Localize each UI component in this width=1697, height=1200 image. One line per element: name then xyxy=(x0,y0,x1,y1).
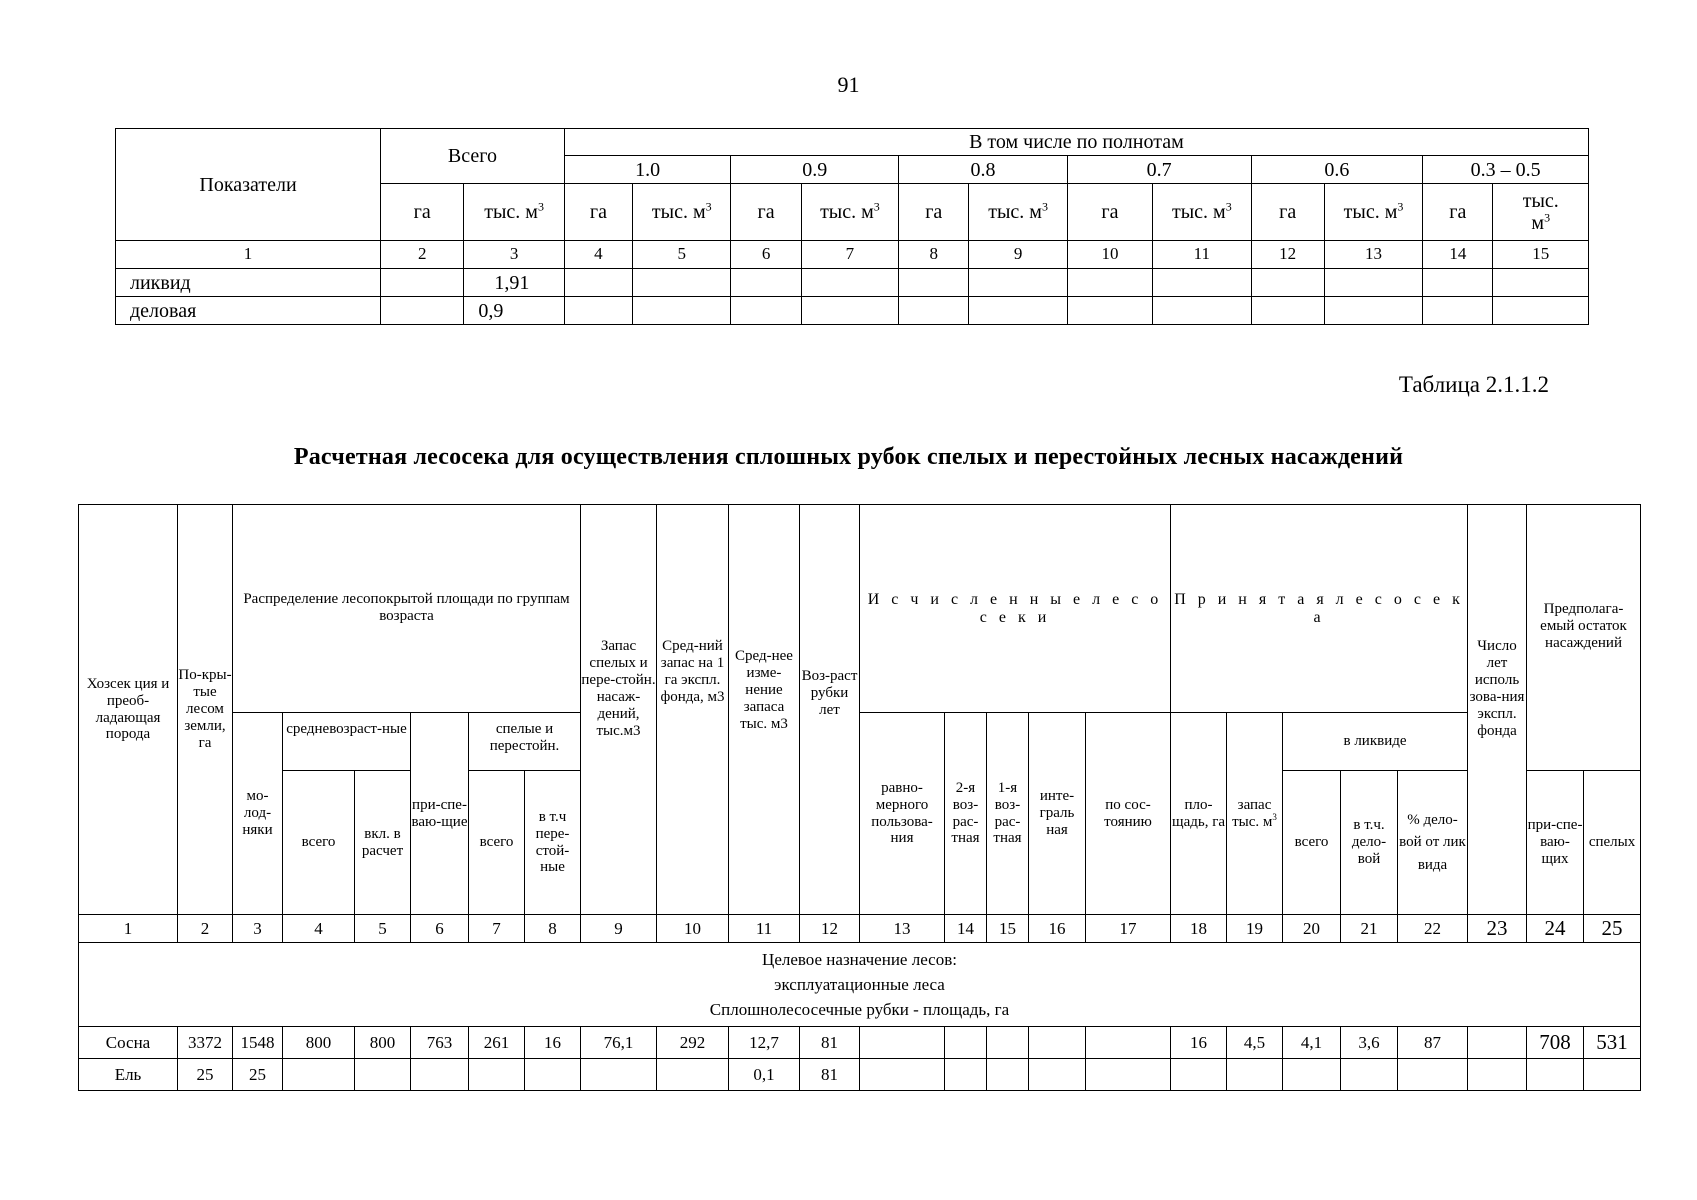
column-number: 9 xyxy=(581,915,657,943)
header-ripening: при-спе-ваю-щие xyxy=(411,713,469,915)
header-ripe-stock: Запас спелых и пере-стойн. насаж-дений, тыс.м3 xyxy=(581,505,657,915)
column-number: 7 xyxy=(801,241,898,269)
header-integral: инте-граль ная xyxy=(1029,713,1086,915)
unit-m3: тыс. $м^3$ xyxy=(801,184,898,241)
cell xyxy=(1171,1059,1227,1091)
table-title: Расчетная лесосека для осуществления сплошных рубок спелых и перестойных лесных насаждений xyxy=(293,444,1404,470)
cutting-area-table xyxy=(78,504,1641,1091)
cell xyxy=(381,269,464,297)
unit-ha: га xyxy=(899,184,969,241)
cell xyxy=(581,1059,657,1091)
cell: 708 xyxy=(1527,1027,1584,1059)
column-numbers-row xyxy=(79,915,1641,943)
table-reference: Таблица 2.1.1.2 xyxy=(1398,372,1549,397)
column-number: 19 xyxy=(1227,915,1283,943)
column-number: 21 xyxy=(1341,915,1398,943)
cell xyxy=(411,1059,469,1091)
density-table xyxy=(115,128,1589,325)
cell: 261 xyxy=(469,1027,525,1059)
unit-m3: тыс. $м^3$ xyxy=(1324,184,1422,241)
header-by-condition: по сос-тоянию xyxy=(1086,713,1171,915)
cell xyxy=(1468,1059,1527,1091)
column-number: 12 xyxy=(800,915,860,943)
header-remaining-stands: Предполага-емый остаток насаждений xyxy=(1527,505,1641,771)
header-ripe-total: всего xyxy=(469,771,525,915)
cell xyxy=(987,1027,1029,1059)
column-number: 9 xyxy=(969,241,1067,269)
header-liquid-business: в т.ч. дело-вой xyxy=(1341,771,1398,915)
density-header: 0.6 xyxy=(1251,156,1423,184)
header-ripe-overripe: спелые и перестойн. xyxy=(469,713,581,771)
unit-ha: га xyxy=(381,184,464,241)
cell xyxy=(1341,1059,1398,1091)
header-business-percent: % дело-вой от лик вида xyxy=(1398,771,1468,915)
cell xyxy=(469,1059,525,1091)
cell: 81 xyxy=(800,1027,860,1059)
density-header: 0.7 xyxy=(1067,156,1251,184)
cell: 16 xyxy=(1171,1027,1227,1059)
column-number: 13 xyxy=(860,915,945,943)
cell xyxy=(987,1059,1029,1091)
cell: 25 xyxy=(178,1059,233,1091)
header-in-liquid: в ликвиде xyxy=(1283,713,1468,771)
cell xyxy=(1527,1059,1584,1091)
cell: 800 xyxy=(283,1027,355,1059)
header-rem-ripe: спелых xyxy=(1584,771,1641,915)
column-number: 5 xyxy=(355,915,411,943)
page-number: 91 xyxy=(837,72,860,97)
cell: 81 xyxy=(800,1059,860,1091)
cell xyxy=(860,1059,945,1091)
column-number: 11 xyxy=(1153,241,1251,269)
header-total: Всего xyxy=(381,129,565,184)
cell: 1548 xyxy=(233,1027,283,1059)
cell xyxy=(381,297,464,325)
header-stock-m3: запас тыс. $м^3$ xyxy=(1227,713,1283,915)
header-age-distribution: Распределение лесопокрытой площади по группам возраста xyxy=(233,505,581,713)
density-header: 0.8 xyxy=(899,156,1068,184)
column-number: 16 xyxy=(1029,915,1086,943)
column-number: 11 xyxy=(729,915,800,943)
header-area: пло-щадь, га xyxy=(1171,713,1227,915)
header-young: мо-лод-няки xyxy=(233,713,283,915)
unit-ha: га xyxy=(731,184,801,241)
cell xyxy=(1029,1059,1086,1091)
header-first-age: 1-я воз-рас-тная xyxy=(987,713,1029,915)
unit-ha: га xyxy=(1423,184,1493,241)
cell xyxy=(1468,1027,1527,1059)
cell xyxy=(945,1059,987,1091)
row-label: ликвид xyxy=(116,269,381,297)
header-cutting-age: Воз-раст рубки лет xyxy=(800,505,860,915)
column-number: 1 xyxy=(116,241,381,269)
column-number: 23 xyxy=(1468,915,1527,943)
column-number: 7 xyxy=(469,915,525,943)
section-header xyxy=(79,943,1641,1027)
section-line: Целевое назначение лесов: xyxy=(762,949,957,969)
header-middle-aged: средневозраст-ные xyxy=(283,713,411,771)
cell xyxy=(355,1059,411,1091)
column-number: 4 xyxy=(564,241,632,269)
cell: 1,91 xyxy=(464,269,564,297)
density-header: 0.3 – 0.5 xyxy=(1423,156,1589,184)
unit-m3: тыс. $м^3$ xyxy=(1153,184,1251,241)
column-number: 15 xyxy=(987,915,1029,943)
unit-m3: тыс. $м^3$ xyxy=(464,184,564,241)
table-row xyxy=(79,1027,1641,1059)
column-numbers-row xyxy=(116,241,1589,269)
header-second-age: 2-я воз-рас-тная xyxy=(945,713,987,915)
cell: 531 xyxy=(1584,1027,1641,1059)
column-number: 15 xyxy=(1493,241,1589,269)
density-header: 0.9 xyxy=(731,156,899,184)
header-rem-ripening: при-спе-ваю-щих xyxy=(1527,771,1584,915)
header-average-stock: Сред-ний запас на 1 га экспл. фонда, м3 xyxy=(657,505,729,915)
cell: Ель xyxy=(79,1059,178,1091)
cell xyxy=(525,1059,581,1091)
unit-m3: тыс. $м^3$ xyxy=(1493,184,1589,241)
cell: 0,1 xyxy=(729,1059,800,1091)
cell: 87 xyxy=(1398,1027,1468,1059)
cell: 763 xyxy=(411,1027,469,1059)
cell xyxy=(657,1059,729,1091)
cell: 3372 xyxy=(178,1027,233,1059)
cell xyxy=(860,1027,945,1059)
header-middle-included: вкл. в расчет xyxy=(355,771,411,915)
column-number: 3 xyxy=(233,915,283,943)
density-header: 1.0 xyxy=(564,156,731,184)
section-line: эксплуатационные леса xyxy=(774,974,945,994)
column-number: 4 xyxy=(283,915,355,943)
table-row xyxy=(79,1059,1641,1091)
column-number: 13 xyxy=(1324,241,1422,269)
cell xyxy=(1227,1059,1283,1091)
column-number: 6 xyxy=(731,241,801,269)
column-number: 25 xyxy=(1584,915,1641,943)
unit-m3: тыс. $м^3$ xyxy=(969,184,1067,241)
column-number: 12 xyxy=(1251,241,1324,269)
column-number: 3 xyxy=(464,241,564,269)
header-covered-land: По-кры-тые лесом земли, га xyxy=(178,505,233,915)
header-accepted-area: П р и н я т а я л е с о с е к а xyxy=(1171,505,1468,713)
cell xyxy=(1086,1027,1171,1059)
column-number: 8 xyxy=(525,915,581,943)
header-uniform-use: равно-мерного пользова-ния xyxy=(860,713,945,915)
column-number: 1 xyxy=(79,915,178,943)
column-number: 14 xyxy=(1423,241,1493,269)
column-number: 2 xyxy=(178,915,233,943)
column-number: 18 xyxy=(1171,915,1227,943)
column-number: 20 xyxy=(1283,915,1341,943)
header-indicators: Показатели xyxy=(116,129,381,241)
header-middle-total: всего xyxy=(283,771,355,915)
header-average-change: Сред-нее изме-нение запаса тыс. м3 xyxy=(729,505,800,915)
column-number: 2 xyxy=(381,241,464,269)
unit-ha: га xyxy=(1067,184,1152,241)
cell: 12,7 xyxy=(729,1027,800,1059)
table-row xyxy=(116,297,1589,325)
cell xyxy=(283,1059,355,1091)
cell xyxy=(945,1027,987,1059)
column-number: 8 xyxy=(899,241,969,269)
cell: 800 xyxy=(355,1027,411,1059)
cell: 3,6 xyxy=(1341,1027,1398,1059)
cell: Сосна xyxy=(79,1027,178,1059)
header-farm-section: Хозсек ция и преоб-ладающая порода xyxy=(79,505,178,915)
cell xyxy=(1584,1059,1641,1091)
cell: 4,5 xyxy=(1227,1027,1283,1059)
section-line: Сплошнолесосечные рубки - площадь, га xyxy=(709,1000,1010,1020)
header-by-density: В том числе по полнотам xyxy=(564,129,1588,156)
cell xyxy=(1086,1059,1171,1091)
column-number: 10 xyxy=(657,915,729,943)
cell: 292 xyxy=(657,1027,729,1059)
column-number: 14 xyxy=(945,915,987,943)
column-number: 10 xyxy=(1067,241,1152,269)
header-calculated-areas: И с ч и с л е н н ы е л е с о с е к и xyxy=(860,505,1171,713)
cell: 0,9 xyxy=(464,297,564,325)
header-years-of-use: Число лет исполь зова-ния экспл. фонда xyxy=(1468,505,1527,915)
cell: 4,1 xyxy=(1283,1027,1341,1059)
unit-m3: тыс. $м^3$ xyxy=(633,184,731,241)
cell: 16 xyxy=(525,1027,581,1059)
header-liquid-total: всего xyxy=(1283,771,1341,915)
column-number: 6 xyxy=(411,915,469,943)
column-number: 22 xyxy=(1398,915,1468,943)
cell xyxy=(1398,1059,1468,1091)
cell xyxy=(1283,1059,1341,1091)
unit-ha: га xyxy=(1251,184,1324,241)
unit-ha: га xyxy=(564,184,632,241)
column-number: 17 xyxy=(1086,915,1171,943)
cell xyxy=(1029,1027,1086,1059)
column-number: 24 xyxy=(1527,915,1584,943)
row-label: деловая xyxy=(116,297,381,325)
cell: 76,1 xyxy=(581,1027,657,1059)
cell: 25 xyxy=(233,1059,283,1091)
header-ripe-overmature: в т.ч пере-стой-ные xyxy=(525,771,581,915)
table-row xyxy=(116,269,1589,297)
column-number: 5 xyxy=(633,241,731,269)
